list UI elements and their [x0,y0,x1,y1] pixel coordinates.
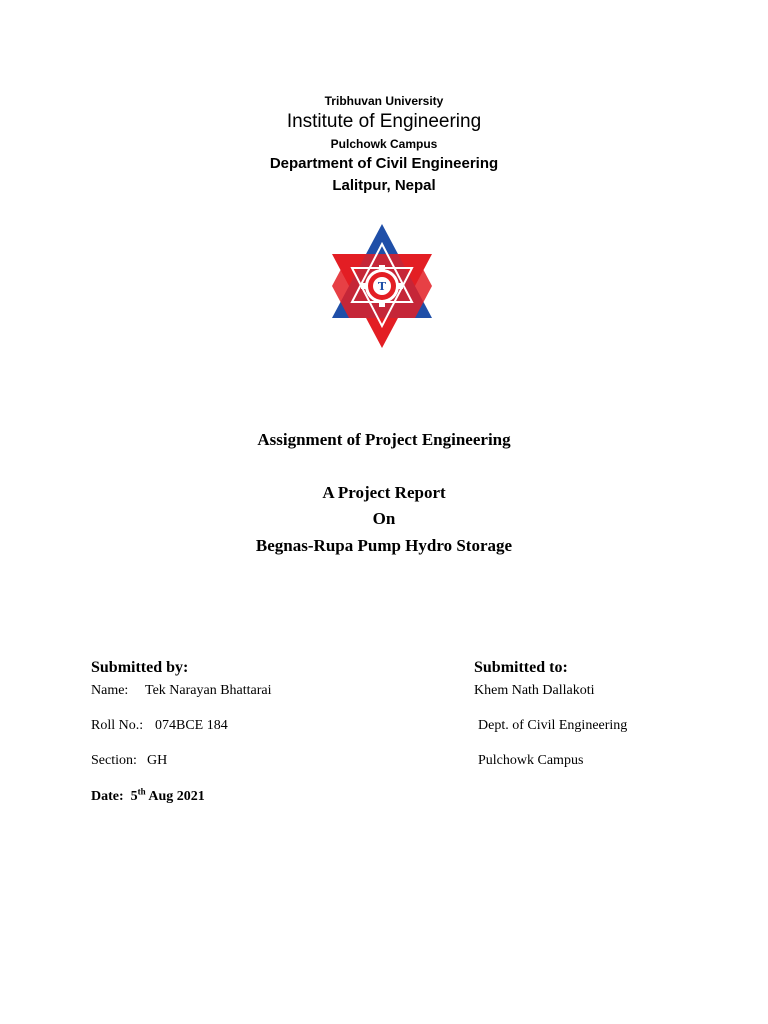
submitted-by-heading: Submitted by: [91,659,189,676]
svg-text:T: T [377,280,387,293]
location: Lalitpur, Nepal [332,177,436,194]
university-name: Tribhuvan University [324,94,444,108]
date-rest: Aug 2021 [148,789,205,804]
submitted-to-campus: Pulchowk Campus [478,753,584,768]
report-on: On [372,509,396,528]
section-value: GH [147,753,168,768]
section-label: Section: [91,753,137,768]
assignment-title: Assignment of Project Engineering [257,430,511,449]
date-row [91,786,205,805]
submitted-to-name: Khem Nath Dallakoti [474,683,595,698]
ioe-star-emblem-icon [328,222,436,350]
name-label: Name: [91,683,129,698]
roll-value: 074BCE 184 [155,718,228,733]
submitted-to-heading: Submitted to: [474,659,568,676]
campus-name: Pulchowk Campus [330,137,438,151]
department-name: Department of Civil Engineering [269,155,499,172]
submitted-by-roll-row [91,718,228,734]
date-day: 5 [130,789,138,804]
name-value: Tek Narayan Bhattarai [145,683,272,698]
report-title: A Project Report [322,483,446,502]
roll-label: Roll No.: [91,718,144,733]
submitted-by-name-row [91,683,272,699]
date-label: Date: [91,789,124,804]
project-title: Begnas-Rupa Pump Hydro Storage [255,536,513,555]
institute-name: Institute of Engineering [286,111,482,132]
submitted-to-dept: Dept. of Civil Engineering [478,718,628,733]
submitted-by-section-row [91,753,167,769]
date-suffix: th [137,786,146,797]
